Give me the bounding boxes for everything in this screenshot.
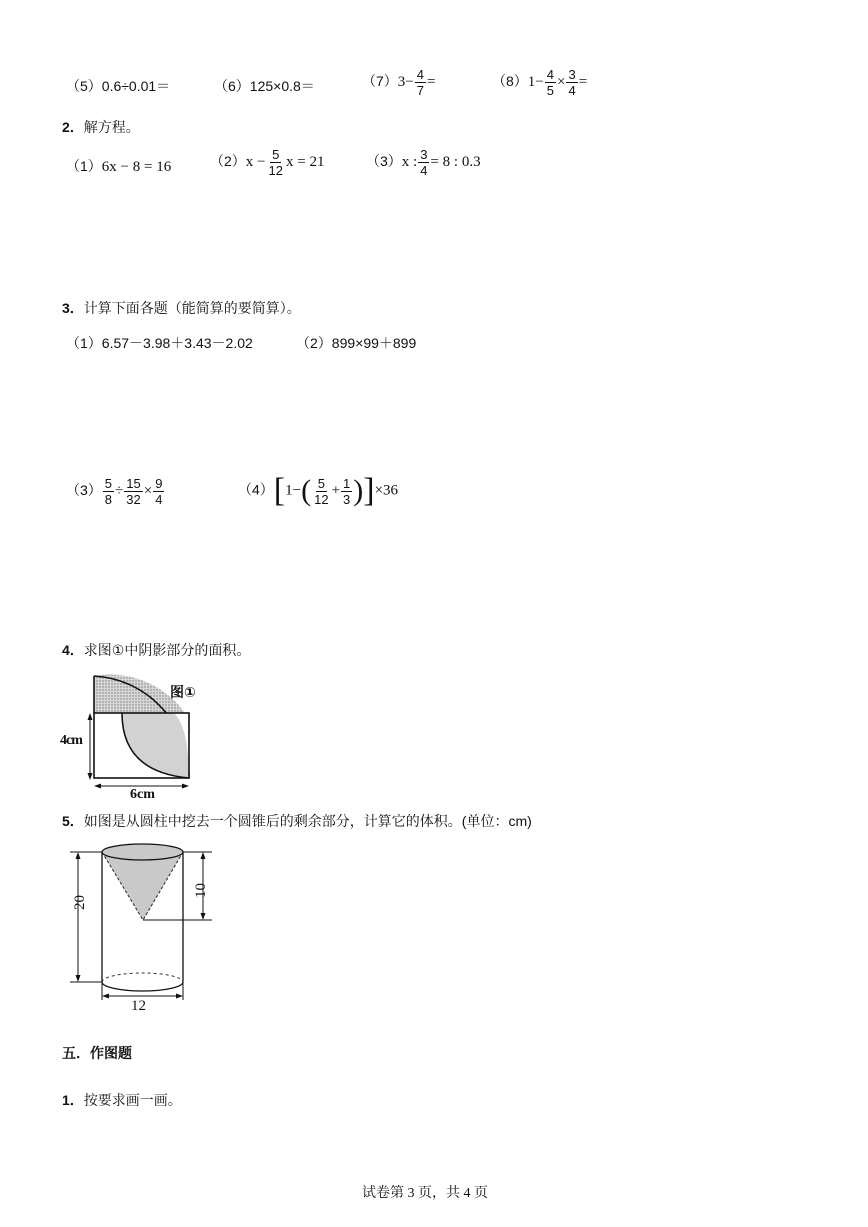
arrow-up xyxy=(88,713,93,720)
section-5-title: 五．作图题 xyxy=(62,1045,132,1061)
equation-label: （3） xyxy=(366,153,402,170)
equation-3 xyxy=(366,148,481,177)
question-number: 2． xyxy=(62,119,84,135)
diameter-label: 12 xyxy=(131,998,146,1014)
exercise-8-eq: = xyxy=(578,74,588,91)
question-4-title xyxy=(62,640,250,660)
cone-height-label: 10 xyxy=(193,883,209,898)
equation-text: x = 21 xyxy=(285,154,325,171)
fraction: $\frac{15}{32}$ xyxy=(126,476,141,507)
arrow-down xyxy=(88,773,93,780)
arrow-right xyxy=(176,994,183,999)
exercise-7 xyxy=(362,68,435,97)
calc-term: 1− xyxy=(285,482,302,499)
paren: ( xyxy=(301,474,312,507)
question-text: 计算下面各题（能简算的要简算）。 xyxy=(83,300,301,316)
arrow-left xyxy=(102,994,109,999)
calc-3 xyxy=(66,477,165,506)
arrow-down xyxy=(76,975,81,982)
figure-1-width: 6cm xyxy=(130,787,155,802)
shaded-region-lens xyxy=(122,713,189,778)
exercise-5: （5）0.6÷0.01＝ xyxy=(66,78,171,94)
fraction: $\frac{5}{12}$ xyxy=(314,475,329,507)
arrow-left xyxy=(94,784,101,789)
fraction: $\frac{3}{4}$ xyxy=(420,147,428,178)
fraction: $\frac{9}{4}$ xyxy=(155,476,163,507)
exercise-7-term: 3 xyxy=(397,74,406,91)
question-3-title xyxy=(62,298,301,318)
fraction: $\frac{1}{3}$ xyxy=(343,475,351,507)
calc-op: × xyxy=(143,483,153,500)
equation-text: 6x − 8 = 16 xyxy=(101,159,172,175)
fraction: $\frac{5}{8}$ xyxy=(104,476,113,507)
calc-2: （2）899×99＋899 xyxy=(296,335,417,351)
exercise-8-op: × xyxy=(557,74,566,91)
exercise-7-label: （7） xyxy=(362,73,398,90)
calc-op: + xyxy=(331,482,341,499)
equation-text: = 8 : 0.3 xyxy=(430,154,481,171)
exercise-8 xyxy=(492,68,587,97)
cone-fill xyxy=(102,852,183,920)
paren: ) xyxy=(353,474,364,507)
bottom-ellipse-back xyxy=(102,973,183,982)
equation-2 xyxy=(210,148,324,177)
top-ellipse xyxy=(102,844,183,860)
exercise-7-op: − xyxy=(405,74,414,91)
figure-1-label: 图① xyxy=(170,684,196,700)
equation-text: x − xyxy=(245,154,266,171)
question-text: 如图是从圆柱中挖去一个圆锥后的剩余部分，计算它的体积。(单位：cm) xyxy=(83,813,532,829)
page-footer: 试卷第 3 页，共 4 页 xyxy=(362,1186,488,1201)
calc-term: ×36 xyxy=(374,482,399,499)
equation-label: （2） xyxy=(210,153,246,170)
calc-1: （1）6.57－3.98＋3.43－2.02 xyxy=(66,335,253,351)
fraction: $\frac{3}{4}$ xyxy=(568,67,576,98)
calc-label: （4） xyxy=(238,481,274,498)
calc-label: （3） xyxy=(66,482,102,499)
exercise-7-eq: = xyxy=(427,74,436,91)
calc-4 xyxy=(238,472,398,510)
equation-1 xyxy=(66,156,171,176)
cylinder-height-label: 20 xyxy=(72,895,88,910)
fraction: $\frac{5}{12}$ xyxy=(268,147,283,178)
figure-1-height: 4cm xyxy=(60,733,82,748)
arrow-right xyxy=(182,784,189,789)
bottom-ellipse-front xyxy=(102,982,183,991)
question-5-title xyxy=(62,811,532,831)
exercise-8-op: − xyxy=(535,74,544,91)
question-number: 5． xyxy=(62,813,84,829)
question-number: 1． xyxy=(62,1092,84,1108)
calc-op: ÷ xyxy=(115,483,124,500)
question-2-title xyxy=(62,117,140,137)
fraction: $\frac{4}{7}$ xyxy=(416,67,424,98)
question-text: 按要求画一画。 xyxy=(83,1092,182,1108)
bracket: [ xyxy=(273,472,286,509)
equation-text: x : xyxy=(401,154,418,171)
arrow-up xyxy=(76,852,81,859)
question-text: 解方程。 xyxy=(83,119,140,135)
equation-label: （1） xyxy=(66,158,102,174)
bracket: ] xyxy=(363,472,375,509)
arrow-up xyxy=(201,852,206,859)
exercise-8-label: （8） xyxy=(492,73,528,90)
section-5-question-1 xyxy=(62,1090,182,1110)
arrow-down xyxy=(201,913,206,920)
question-number: 3． xyxy=(62,300,84,316)
figure-1-diagram xyxy=(60,668,230,806)
exercise-8-term: 1 xyxy=(527,74,536,91)
cylinder-cone-diagram xyxy=(60,840,220,1020)
question-number: 4． xyxy=(62,642,84,658)
exercise-6: （6）125×0.8＝ xyxy=(214,78,315,94)
question-text: 求图①中阴影部分的面积。 xyxy=(83,642,251,658)
fraction: $\frac{4}{5}$ xyxy=(546,67,554,98)
